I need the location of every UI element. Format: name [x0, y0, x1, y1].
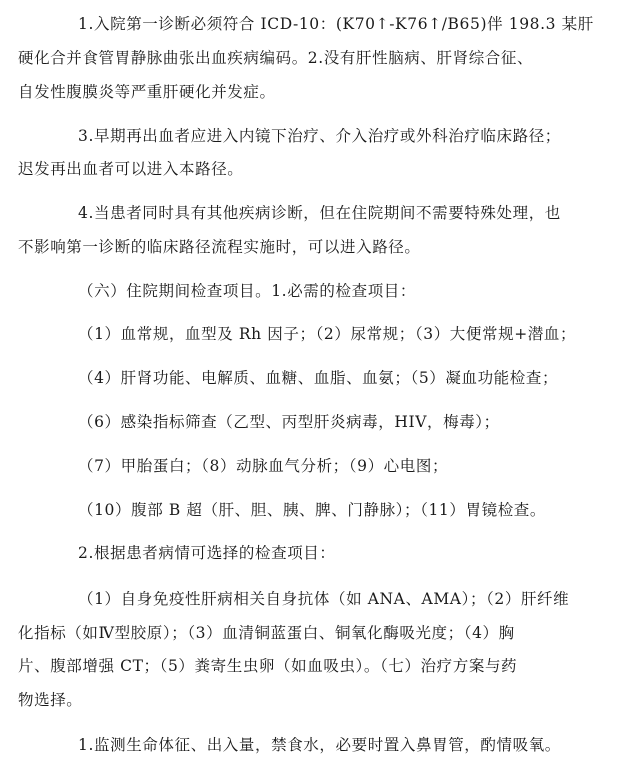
text-line: 4.当患者同时具有其他疾病诊断，但在住院期间不需要特殊处理，也 — [78, 204, 561, 222]
text-line: （4）肝肾功能、电解质、血糖、血脂、血氨；（5）凝血功能检查； — [78, 369, 559, 387]
text-line: 不影响第一诊断的临床路径流程实施时，可以进入路径。 — [18, 238, 421, 256]
text-line: 1.入院第一诊断必须符合 ICD-10：(K70↑-K76↑/B65)伴 198.3 某肝 — [78, 15, 594, 33]
text-line: 片、腹部增强 CT；（5）粪寄生虫卵（如血吸虫）。（七）治疗方案与药 — [18, 657, 518, 675]
text-line: 2.根据患者病情可选择的检查项目： — [78, 544, 336, 562]
text-line: （7）甲胎蛋白；（8）动脉血气分析；（9）心电图； — [78, 457, 449, 475]
text-line: 迟发再出血者可以进入本路径。 — [18, 160, 244, 178]
text-line: 1.监测生命体征、出入量，禁食水，必要时置入鼻胃管，酌情吸氧。 — [78, 736, 561, 754]
text-line: （10）腹部 B 超（肝、胆、胰、脾、门静脉）；（11）胃镜检查。 — [78, 501, 546, 519]
text-line: （6）感染指标筛查（乙型、丙型肝炎病毒，HIV，梅毒）； — [78, 413, 500, 431]
text-line: 物选择。 — [18, 691, 83, 709]
text-line: （六）住院期间检查项目。1.必需的检查项目： — [78, 282, 416, 300]
text-line: （1）血常规，血型及 Rh 因子；（2）尿常规；（3）大便常规+潜血； — [78, 325, 577, 343]
text-line: 自发性腹膜炎等严重肝硬化并发症。 — [18, 83, 276, 101]
text-line: 化指标（如Ⅳ型胶原）；（3）血清铜蓝蛋白、铜氧化酶吸光度；（4）胸 — [18, 624, 515, 642]
text-line: （1）自身免疫性肝病相关自身抗体（如 ANA、AMA）；（2）肝纤维 — [78, 590, 570, 608]
text-line: 硬化合并食管胃静脉曲张出血疾病编码。2.没有肝性脑病、肝肾综合征、 — [18, 49, 534, 67]
text-line: 3.早期再出血者应进入内镜下治疗、介入治疗或外科治疗临床路径； — [78, 127, 561, 145]
